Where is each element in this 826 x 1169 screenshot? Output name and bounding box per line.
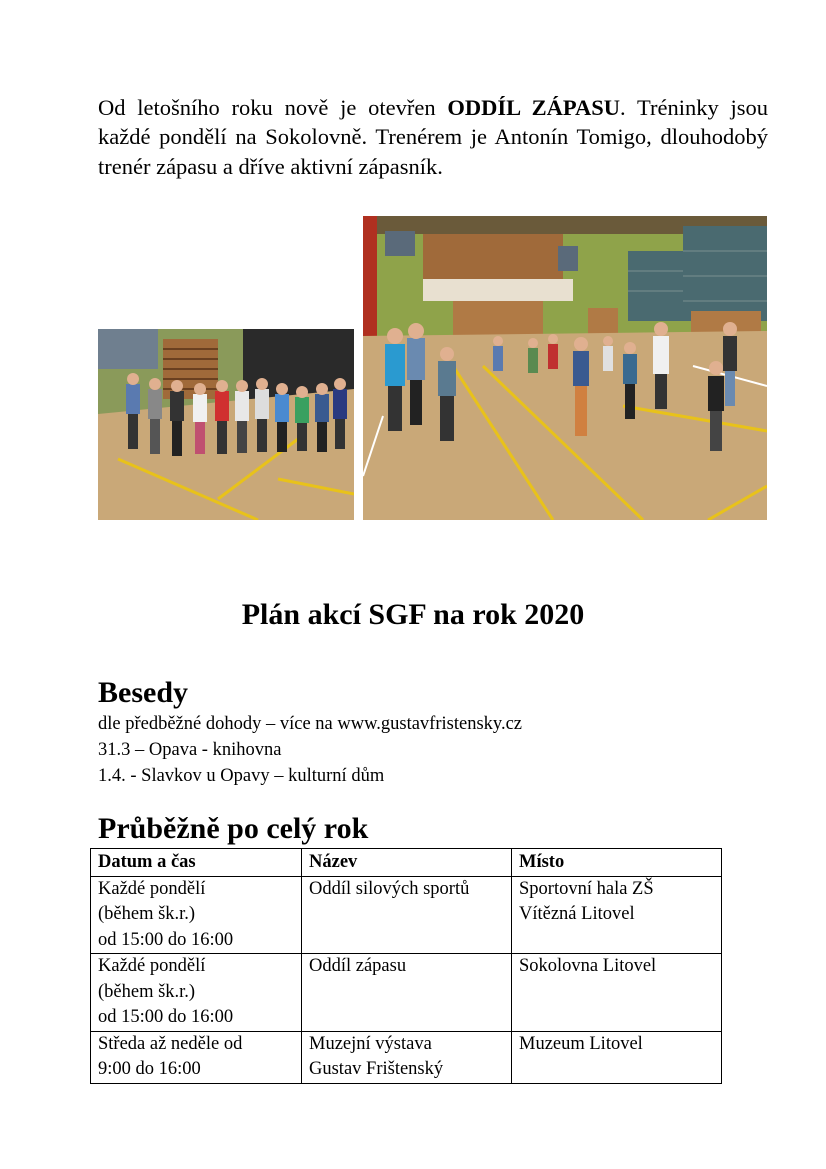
cell-line: Vítězná Litovel: [519, 904, 635, 924]
intro-text-after: . Tréninky jsou každé pondělí na Sokolovně. Trenérem je Antonín Tomigo, dlouhodobý trenér zápasu a dříve aktivní zápasník.: [98, 94, 768, 179]
cell-line: Muzejní výstava: [309, 1033, 432, 1054]
besedy-line: dle předběžné dohody – více na www.gustavfristensky.cz: [98, 714, 522, 734]
cell-name: [302, 876, 512, 954]
cell-line: Středa až neděle od: [98, 1033, 243, 1054]
cell-date: [91, 954, 302, 1032]
table-row: [91, 954, 722, 1032]
cell-date: [91, 876, 302, 954]
table-row: [91, 876, 722, 954]
besedy-line: 1.4. - Slavkov u Opavy – kulturní dům: [98, 766, 385, 786]
cell-name: [302, 954, 512, 1032]
cell-line: Oddíl zápasu: [309, 956, 407, 976]
cell-date: [91, 1031, 302, 1083]
table-row: [91, 1031, 722, 1083]
photo-children-lineup: [98, 329, 354, 520]
cell-line: Každé pondělí: [98, 956, 206, 976]
intro-text-before: Od letošního roku nově je otevřen: [98, 94, 448, 120]
photo-training-hall: [363, 216, 767, 520]
header-misto: Místo: [512, 849, 722, 877]
cell-line: (během šk.r.): [98, 981, 196, 1002]
intro-highlight: ODDÍL ZÁPASU: [447, 94, 621, 120]
table-header-row: [91, 849, 722, 877]
cell-line: Muzeum Litovel: [519, 1033, 643, 1054]
header-datum: Datum a čas: [91, 849, 302, 877]
cell-line: Oddíl silových sportů: [309, 878, 470, 899]
cell-place: [512, 1031, 722, 1083]
cell-line: Každé pondělí: [98, 878, 206, 899]
cell-line: (během šk.r.): [98, 904, 196, 924]
besedy-list: [98, 711, 522, 789]
schedule-table: [90, 848, 722, 1084]
prubezne-title: Průběžně po celý rok: [98, 812, 369, 845]
plan-title: Plán akcí SGF na rok 2020: [241, 598, 585, 631]
cell-line: Sportovní hala ZŠ: [519, 878, 654, 899]
cell-place: [512, 954, 722, 1032]
cell-name: [302, 1031, 512, 1083]
cell-line: Sokolovna Litovel: [519, 956, 657, 976]
cell-line: od 15:00 do 16:00: [98, 929, 234, 950]
cell-line: Gustav Frištenský: [309, 1059, 444, 1079]
besedy-title: Besedy: [98, 676, 188, 709]
cell-place: [512, 876, 722, 954]
cell-line: 9:00 do 16:00: [98, 1059, 201, 1079]
cell-line: od 15:00 do 16:00: [98, 1007, 234, 1027]
intro-paragraph: [98, 93, 768, 182]
header-nazev: Název: [302, 849, 512, 877]
besedy-line: 31.3 – Opava - knihovna: [98, 740, 282, 760]
